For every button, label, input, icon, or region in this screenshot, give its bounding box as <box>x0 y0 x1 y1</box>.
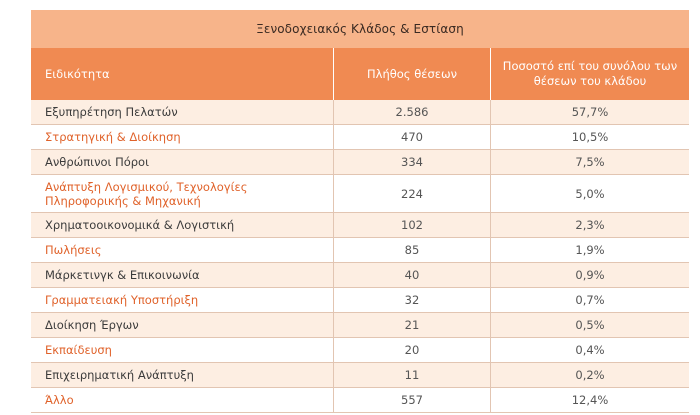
cell-percentage: 0,9% <box>490 263 689 287</box>
cell-positions: 557 <box>333 388 490 412</box>
table-row <box>31 363 689 388</box>
table-row <box>31 338 689 363</box>
cell-specialty: Γραμματειακή Υποστήριξη <box>45 293 199 307</box>
specialty-table <box>31 10 689 413</box>
header-specialty: Ειδικότητα <box>45 67 110 81</box>
header-positions: Πλήθος θέσεων <box>333 48 490 100</box>
cell-percentage: 57,7% <box>490 100 689 124</box>
cell-positions: 21 <box>333 313 490 337</box>
cell-percentage: 1,9% <box>490 238 689 262</box>
cell-positions: 334 <box>333 150 490 174</box>
cell-positions: 32 <box>333 288 490 312</box>
cell-specialty: Άλλο <box>45 393 74 407</box>
cell-positions: 2.586 <box>333 100 490 124</box>
table-row <box>31 263 689 288</box>
table-row <box>31 238 689 263</box>
cell-percentage: 12,4% <box>490 388 689 412</box>
table-header-row <box>31 48 689 100</box>
table-row <box>31 125 689 150</box>
cell-specialty: Ανάπτυξη Λογισμικού, Τεχνολογίες Πληροφορικής & Μηχανική <box>45 179 248 208</box>
cell-percentage: 2,3% <box>490 213 689 237</box>
cell-positions: 85 <box>333 238 490 262</box>
cell-positions: 102 <box>333 213 490 237</box>
cell-specialty: Μάρκετινγκ & Επικοινωνία <box>45 268 200 282</box>
cell-percentage: 0,5% <box>490 313 689 337</box>
cell-percentage: 7,5% <box>490 150 689 174</box>
table-row <box>31 288 689 313</box>
header-percentage: Ποσοστό επί του συνόλου των θέσεων του κλάδου <box>490 48 689 100</box>
table-row <box>31 213 689 238</box>
table-body <box>31 100 689 413</box>
cell-percentage: 0,4% <box>490 338 689 362</box>
cell-specialty: Επιχειρηματική Ανάπτυξη <box>45 368 194 382</box>
cell-positions: 224 <box>333 175 490 212</box>
cell-percentage: 0,7% <box>490 288 689 312</box>
table-row <box>31 100 689 125</box>
cell-specialty: Χρηματοοικονομικά & Λογιστική <box>45 218 235 232</box>
cell-specialty: Διοίκηση Έργων <box>45 318 139 332</box>
cell-specialty: Πωλήσεις <box>45 243 102 257</box>
cell-positions: 470 <box>333 125 490 149</box>
cell-percentage: 10,5% <box>490 125 689 149</box>
cell-percentage: 0,2% <box>490 363 689 387</box>
cell-positions: 40 <box>333 263 490 287</box>
cell-percentage: 5,0% <box>490 175 689 212</box>
table-row <box>31 313 689 338</box>
table-title: Ξενοδοχειακός Κλάδος & Εστίαση <box>31 10 689 48</box>
cell-specialty: Εκπαίδευση <box>45 343 112 357</box>
table-row <box>31 150 689 175</box>
table-row <box>31 175 689 213</box>
cell-specialty: Στρατηγική & Διοίκηση <box>45 130 181 144</box>
cell-specialty: Ανθρώπινοι Πόροι <box>45 155 149 169</box>
cell-positions: 11 <box>333 363 490 387</box>
cell-positions: 20 <box>333 338 490 362</box>
table-row <box>31 388 689 413</box>
cell-specialty: Εξυπηρέτηση Πελατών <box>45 105 178 119</box>
